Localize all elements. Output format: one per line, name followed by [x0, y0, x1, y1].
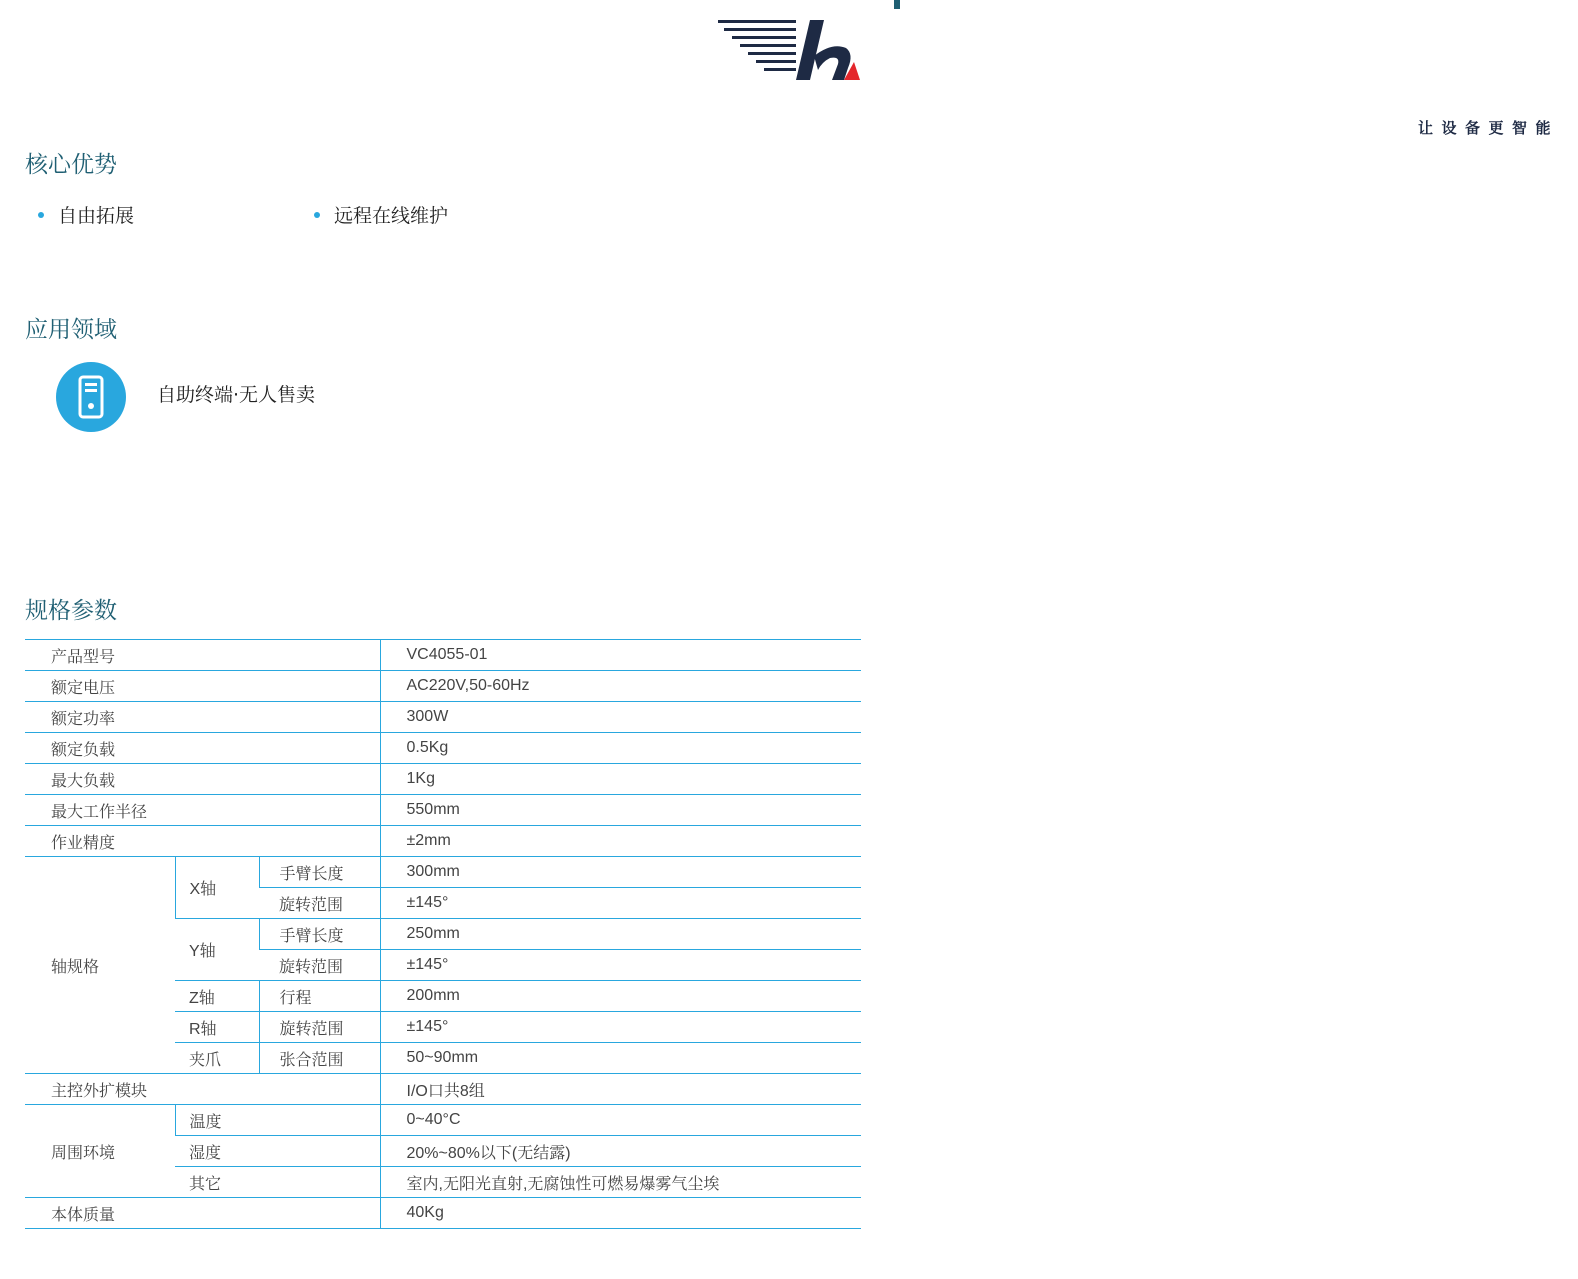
- applications-title: 应用领域: [25, 317, 117, 343]
- spec-value: 50~90mm: [380, 1043, 861, 1074]
- spec-value: ±145°: [380, 888, 861, 919]
- spec-label: 额定功率: [25, 702, 380, 733]
- bullet-dot: [38, 212, 44, 218]
- spec-label: 周围环境: [25, 1105, 175, 1198]
- axis-name: Z轴: [175, 981, 259, 1012]
- spec-label: 最大工作半径: [25, 795, 380, 826]
- advantages-title: 核心优势: [25, 152, 117, 178]
- axis-param-label: 手臂长度: [259, 857, 380, 888]
- advantage-item: [314, 201, 448, 228]
- spec-value: ±2mm: [380, 826, 861, 857]
- spec-value: ±145°: [380, 1012, 861, 1043]
- spec-value: 200mm: [380, 981, 861, 1012]
- spec-label: 本体质量: [25, 1198, 380, 1229]
- brand-logo-icon: [714, 16, 864, 96]
- axis-name: Y轴: [175, 919, 259, 981]
- bullet-dot: [314, 212, 320, 218]
- axis-param-label: 张合范围: [259, 1043, 380, 1074]
- spec-value: 300W: [380, 702, 861, 733]
- advantage-label: 远程在线维护: [334, 205, 449, 227]
- table-row: [25, 826, 861, 857]
- axis-param-label: 旋转范围: [259, 888, 380, 919]
- spec-value: 室内,无阳光直射,无腐蚀性可燃易爆雾气尘埃: [380, 1167, 861, 1198]
- brand-logo: [714, 16, 1560, 137]
- table-row: [25, 640, 861, 671]
- spec-label: 轴规格: [25, 857, 175, 1074]
- spec-value: ±145°: [380, 950, 861, 981]
- kiosk-terminal-icon: [56, 362, 126, 432]
- spec-value: 250mm: [380, 919, 861, 950]
- axis-param-label: 手臂长度: [259, 919, 380, 950]
- spec-value: I/O口共8组: [380, 1074, 861, 1105]
- table-row: [25, 857, 861, 888]
- spec-value: 0~40°C: [380, 1105, 861, 1136]
- env-param-label: 其它: [175, 1167, 380, 1198]
- axis-param-label: 行程: [259, 981, 380, 1012]
- spec-value: AC220V,50-60Hz: [380, 671, 861, 702]
- axis-name: 夹爪: [175, 1043, 259, 1074]
- table-row: [25, 702, 861, 733]
- corner-mark: [894, 0, 900, 9]
- axis-name: R轴: [175, 1012, 259, 1043]
- axis-name: X轴: [175, 857, 259, 919]
- table-row: [25, 1074, 861, 1105]
- spec-value: 20%~80%以下(无结露): [380, 1136, 861, 1167]
- spec-value: 1Kg: [380, 764, 861, 795]
- advantage-label: 自由拓展: [58, 205, 135, 227]
- brand-slogan: 让设备更智能: [1418, 119, 1560, 137]
- application-label: 自助终端·无人售卖: [157, 384, 316, 406]
- env-param-label: 温度: [175, 1105, 380, 1136]
- advantage-item: [38, 201, 134, 228]
- table-row: [25, 671, 861, 702]
- spec-value: 550mm: [380, 795, 861, 826]
- axis-param-label: 旋转范围: [259, 1012, 380, 1043]
- spec-value: 40Kg: [380, 1198, 861, 1229]
- spec-value: 0.5Kg: [380, 733, 861, 764]
- spec-label: 作业精度: [25, 826, 380, 857]
- spec-label: 产品型号: [25, 640, 380, 671]
- spec-label: 额定负载: [25, 733, 380, 764]
- spec-value: 300mm: [380, 857, 861, 888]
- spec-label: 最大负载: [25, 764, 380, 795]
- specs-title: 规格参数: [25, 598, 117, 624]
- env-param-label: 湿度: [175, 1136, 380, 1167]
- table-row: [25, 795, 861, 826]
- spec-label: 主控外扩模块: [25, 1074, 380, 1105]
- table-row: [25, 1198, 861, 1229]
- spec-table: [25, 639, 861, 1229]
- axis-param-label: 旋转范围: [259, 950, 380, 981]
- spec-value: VC4055-01: [380, 640, 861, 671]
- spec-label: 额定电压: [25, 671, 380, 702]
- table-row: [25, 764, 861, 795]
- table-row: [25, 733, 861, 764]
- table-row: [25, 1105, 861, 1136]
